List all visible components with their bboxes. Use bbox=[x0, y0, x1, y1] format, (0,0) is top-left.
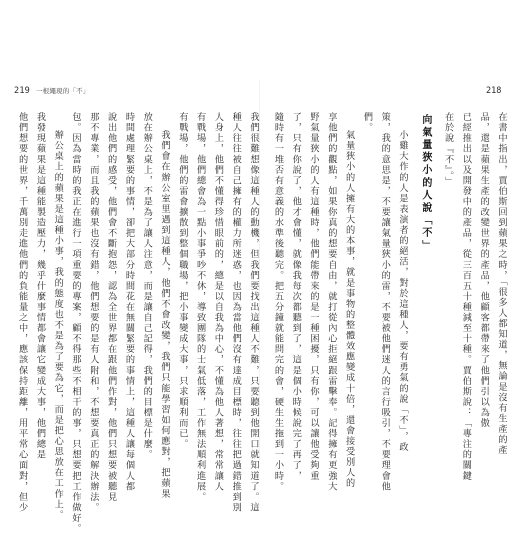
text-column: 氣量狹小的人擁有大的本事，就是事物的整體效應變成十倍，還會接受別人的 bbox=[343, 130, 355, 489]
text-column: 包。因為當時的我正在進行一項重要的專案，顧不得那些不相干的事，只想要把工作做好。 bbox=[70, 112, 82, 534]
text-column: 策，我的意思是，不要讓氣量狹小的雷，不要被他們迷人的言行吸引，不要理會他 bbox=[379, 112, 391, 492]
text-column: 我發現蘋果是這種能製造壓力，幾乎什麼事情都會讓它變成大事，他們總是 bbox=[34, 112, 46, 461]
text-column: 說出他們的感受，他們會不斷抱怨，認為全世界都在跟他們作對，他們只想要被聽見 bbox=[105, 112, 117, 503]
text-column: 有戰場，他們總會為一點小事爭吵不休，導致團隊的士氣低落，工作無法順利進展。 bbox=[194, 112, 206, 503]
text-column: 那不專業，而且我的蘋果也沒有錯，他們想要的是有人附和，不想要真正的解決辦法。 bbox=[87, 112, 99, 513]
text-column: 在於說『不』。」 bbox=[442, 112, 454, 188]
text-column: 我們很難想像這種人的動機，但我們要找出這種人不難，只要聽到他開口就知道了。這 bbox=[248, 112, 259, 513]
text-column: 我們會在辦公室里遇到這種人，他們不會改變，我們只能學習如何應對，把蘋果 bbox=[159, 130, 171, 500]
text-column: 已經推出以及開發中的產品，從三百五十種減至十種。賈伯斯說：「專注的關鍵 bbox=[460, 112, 472, 482]
left-running-title: 一根繩現的「不」 bbox=[35, 87, 90, 95]
text-column: 人身上，他們不懂得珍惜眼前的，總是以自我為中心，不懂為他人著想，常常讓人 bbox=[212, 112, 224, 492]
text-column: 他們想要的世界，千萬別走進他們的負能量之中，應該保持距離，用平常心面對，但少 bbox=[16, 112, 28, 513]
left-page-header bbox=[14, 86, 90, 96]
text-column: 放在辦公桌上，不是為了讓人注意，而是讓自己記得，我們的目標是什麼。 bbox=[141, 112, 153, 461]
right-page bbox=[270, 112, 507, 492]
text-column: 享他們的觀點，如果你真的想要自由，就打從內心拒絕跟雷擊奉。記得擁有更強大 bbox=[325, 112, 337, 492]
text-column: 們。 bbox=[361, 112, 373, 134]
right-page-number: 218 bbox=[486, 86, 502, 96]
left-page bbox=[16, 112, 259, 534]
text-column: 時間處理緊要的事情，卻把大部分時間花在無關緊要的事情上，這種人讓每個人都 bbox=[123, 112, 135, 492]
text-column: 了，只有你說了，他才會懂，就像我每次都聽到了，這是個小時候說完了再了， bbox=[290, 112, 302, 482]
text-column: 野氣量狹小的人有這種時，他們能帶來的是一種困擾，只有你，可以讓他受夠重 bbox=[308, 112, 320, 482]
text-column: 小雞大作的人是表演者的絕活，對於這種人，要有勇氣的說「不」，政 bbox=[397, 130, 409, 453]
text-column: 在書中指出，賈伯斯回到蘋果之時，「很多人都知道，無論是沒有生產的產 bbox=[496, 112, 507, 456]
text-column: 品，還是蘋果生產的改變世界的產品，他顧客都帶來了他們引以為傲 bbox=[478, 112, 490, 429]
page-gutter bbox=[259, 80, 260, 460]
text-column: 辦公桌上的蘋果是這種小事，我的態度也不是為了要為它，而是把心思放在工作上。 bbox=[52, 130, 64, 521]
text-column: 有戰場，他們的雷會擴散到整個職場，把小事變成大事，只求順利而已。 bbox=[176, 112, 188, 450]
text-column: 隨時有一堆否有意義的水準後聽完。把五分鐘就能問完的會，硬生生拖到一小時。 bbox=[272, 112, 284, 492]
left-page-number: 219 bbox=[14, 86, 30, 96]
text-column: 種人往往被自己擁有的權力所迷惑，也因為當他們沒有達成目標時，往往把過錯推到別 bbox=[230, 112, 242, 513]
section-heading: 向氣量狹小的人說「不」 bbox=[419, 114, 431, 253]
